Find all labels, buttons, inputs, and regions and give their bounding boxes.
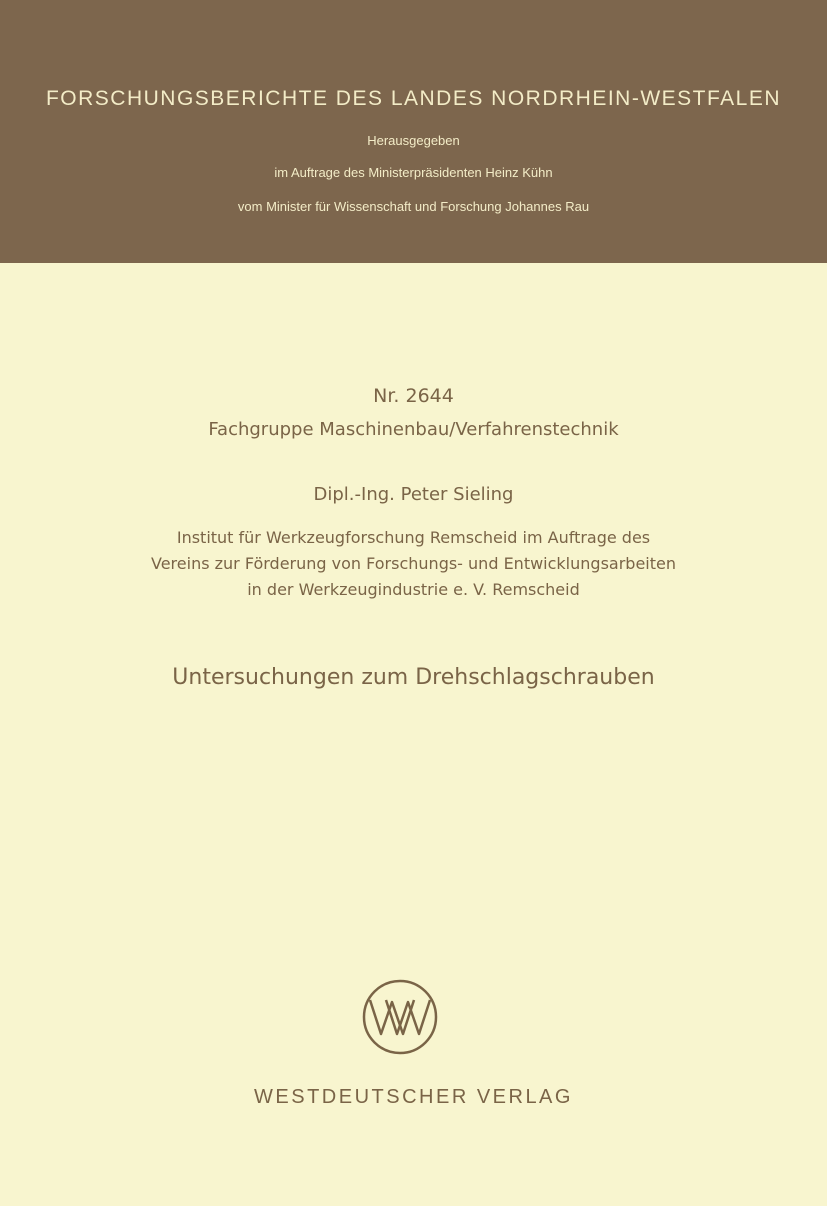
series-title: FORSCHUNGSBERICHTE DES LANDES NORDRHEIN-WESTFALEN: [45, 87, 782, 110]
institution-line: Vereins zur Förderung von Forschungs- und Entwicklungsarbeiten: [151, 554, 676, 573]
author: Dipl.-Ing. Peter Sieling: [313, 484, 514, 505]
publisher: WESTDEUTSCHER VERLAG: [254, 1086, 573, 1108]
commission-line: im Auftrage des Ministerpräsidenten Heinz Kühn: [274, 165, 553, 180]
minister-line: vom Minister für Wissenschaft und Forschung Johannes Rau: [237, 199, 590, 214]
ww-circle-logo-icon: [361, 978, 439, 1056]
book-title: Untersuchungen zum Drehschlagschrauben: [172, 665, 655, 690]
subject-group: Fachgruppe Maschinenbau/Verfahrenstechnik: [208, 419, 619, 440]
report-number: Nr. 2644: [373, 385, 454, 407]
header-band: [0, 0, 827, 263]
institution-line: Institut für Werkzeugforschung Remscheid im Auftrage des: [176, 528, 651, 547]
institution-line: in der Werkzeugindustrie e. V. Remscheid: [247, 580, 580, 599]
editor-line: Herausgegeben: [367, 133, 460, 148]
